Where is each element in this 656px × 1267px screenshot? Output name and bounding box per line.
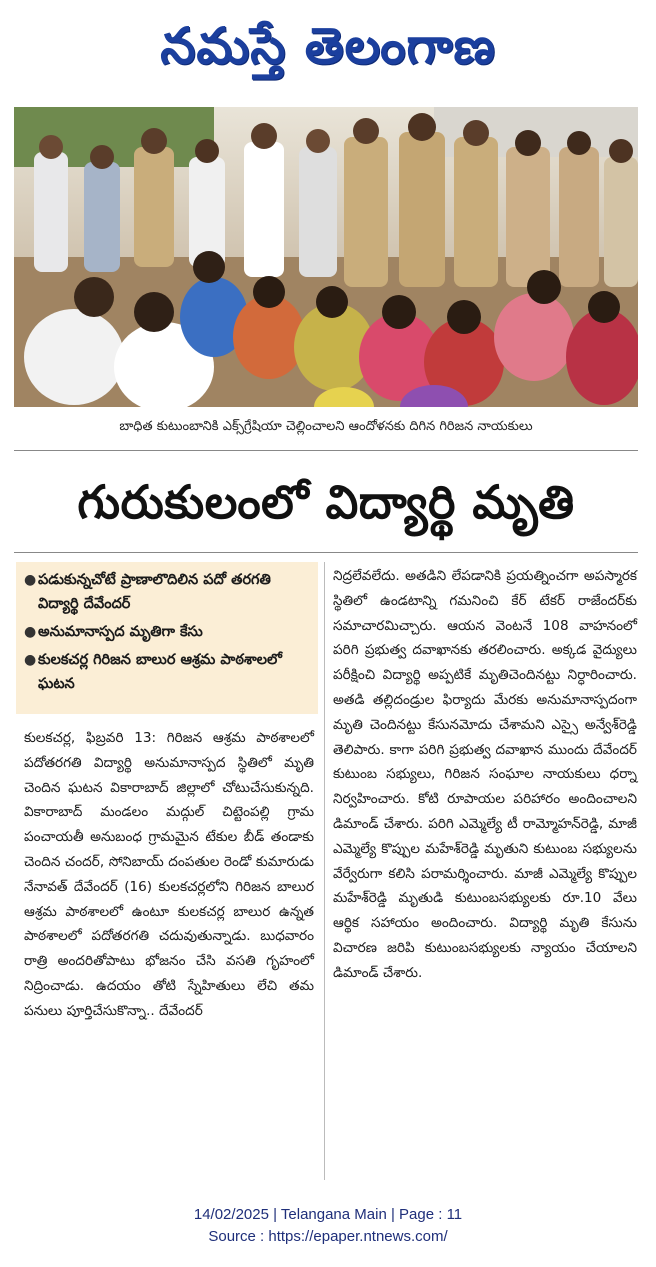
highlight-text: కులకచర్ల గిరిజన బాలుర ఆశ్రమ పాఠశాలలో ఘటన: [38, 652, 282, 692]
highlight-item: [24, 568, 310, 616]
source-link[interactable]: Source : https://epaper.ntnews.com/: [208, 1228, 448, 1245]
protest-photo-illustration: [14, 107, 638, 407]
news-photo: [14, 107, 638, 407]
photo-caption: బాధిత కుటుంబానికి ఎక్స్‌గ్రేషియా చెల్లించాలని ఆందోళనకు దిగిన గిరిజన నాయకులు: [119, 419, 533, 434]
article-body-left: కులకచర్ల, ఫిబ్రవరి 13: గిరిజన ఆశ్రమ పాఠశాలలో పదోతరగతి విద్యార్థి అనుమానాస్పద స్థితిలో మృతి చెందిన ఘటన వికారాబాద్ జిల్లాలో చోటుచేసుకున్నది. వికారాబాద్ మండలం మద్గుల్ చిట్టెంపల్లి గ్రామ పంచాయతీ అనుబంధ గ్రామమైన టేకుల బీడ్ తండాకు చెందిన చందర్, సోనిబాయ్ దంపతుల రెండో కుమారుడు నేనావత్ దేవేందర్ (16) కులకచర్లలోని గిరిజన బాలుర ఆశ్రమ పాఠశాలలో ఉంటూ కులకచర్ల బాలుర ఉన్నత పాఠశాలలో పదోతరగతి చదువుతున్నాడు. బుధవారం రాత్రి అందరితోపాటు భోజనం చేసి వసతి గృహంలో నిద్రించాడు. ఉదయం తోటి స్నేహితులు లేచి తమ పనులు పూర్తిచేసుకొన్నా.. దేవేందర్: [24, 730, 314, 1019]
bullet-icon: ●: [24, 572, 37, 588]
article-headline: గురుకులంలో విద్యార్థి మృతి: [77, 475, 575, 529]
article-body-right: నిద్రలేవలేదు. అతడిని లేపడానికి ప్రయత్నించగా అపస్మారక స్థితిలో ఉండటాన్ని గమనించి కేర్ టేకర్ రాజేందర్‌కు సమాచారమిచ్చారు. ఆయన వెంటనే 108 వాహనంలో పరిగి ప్రభుత్వ దవాఖానకు తరలించారు. అక్కడ వైద్యులు పరీక్షించి విద్యార్థి అప్పటికే మృతిచెందినట్టు నిర్ధారించారు. అతడి తల్లిదండ్రుల ఫిర్యాదు మేరకు అనుమానాస్పదంగా మృతి చెందినట్టు కేసునమోదు చేశామని ఎస్సై అన్వేశ్‌రెడ్డి తెలిపారు. కాగా పరిగి ప్రభుత్వ దవాఖాన ముందు దేవేందర్ కుటుంబ సభ్యులు, గిరిజన సంఘాల నాయకులు ధర్నా నిర్వహించారు. కోటి రూపాయల పరిహారం అందించాలని డిమాండ్ చేశారు. పరిగి ఎమ్మెల్యే టీ రామ్మోహన్‌రెడ్డి, మాజీ ఎమ్మెల్యే కొప్పుల మహేశ్‌రెడ్డి మృతుని కుటుంబ సభ్యులను వేర్వేరుగా కలిసి పరామర్శించారు. మాజీ ఎమ్మెల్యే కొప్పుల మహేశ్‌రెడ్డి మృతుడి కుటుంబసభ్యులకు రూ.10 వేలు ఆర్థిక సహాయం అందించారు. విద్యార్థి మృతి కేసును విచారణ జరిపి కుటుంబసభ్యులకు న్యాయం చేయాలని డిమాండ్ చేశారు.: [333, 568, 637, 981]
highlight-item: [24, 648, 310, 696]
article-body-right-column: [333, 564, 637, 986]
newspaper-title: నమస్తే తెలంగాణ: [160, 16, 496, 75]
column-divider: [324, 562, 325, 1180]
highlight-text: అనుమానాస్పద మృతిగా కేసు: [38, 624, 203, 640]
headline-top-rule: [14, 450, 638, 451]
bullet-icon: ●: [24, 624, 37, 640]
highlights-box: [16, 562, 318, 714]
edition-info: 14/02/2025 | Telangana Main | Page : 11: [193, 1206, 463, 1223]
highlight-item: [24, 620, 310, 644]
article-body-left-column: [24, 726, 314, 1024]
bullet-icon: ●: [24, 652, 37, 668]
masthead: [0, 8, 656, 96]
highlight-text: పడుకున్నచోటే ప్రాణాలొదిలిన పదో తరగతి విద్యార్థి దేవేందర్: [38, 572, 271, 612]
headline-bottom-rule: [14, 552, 638, 553]
